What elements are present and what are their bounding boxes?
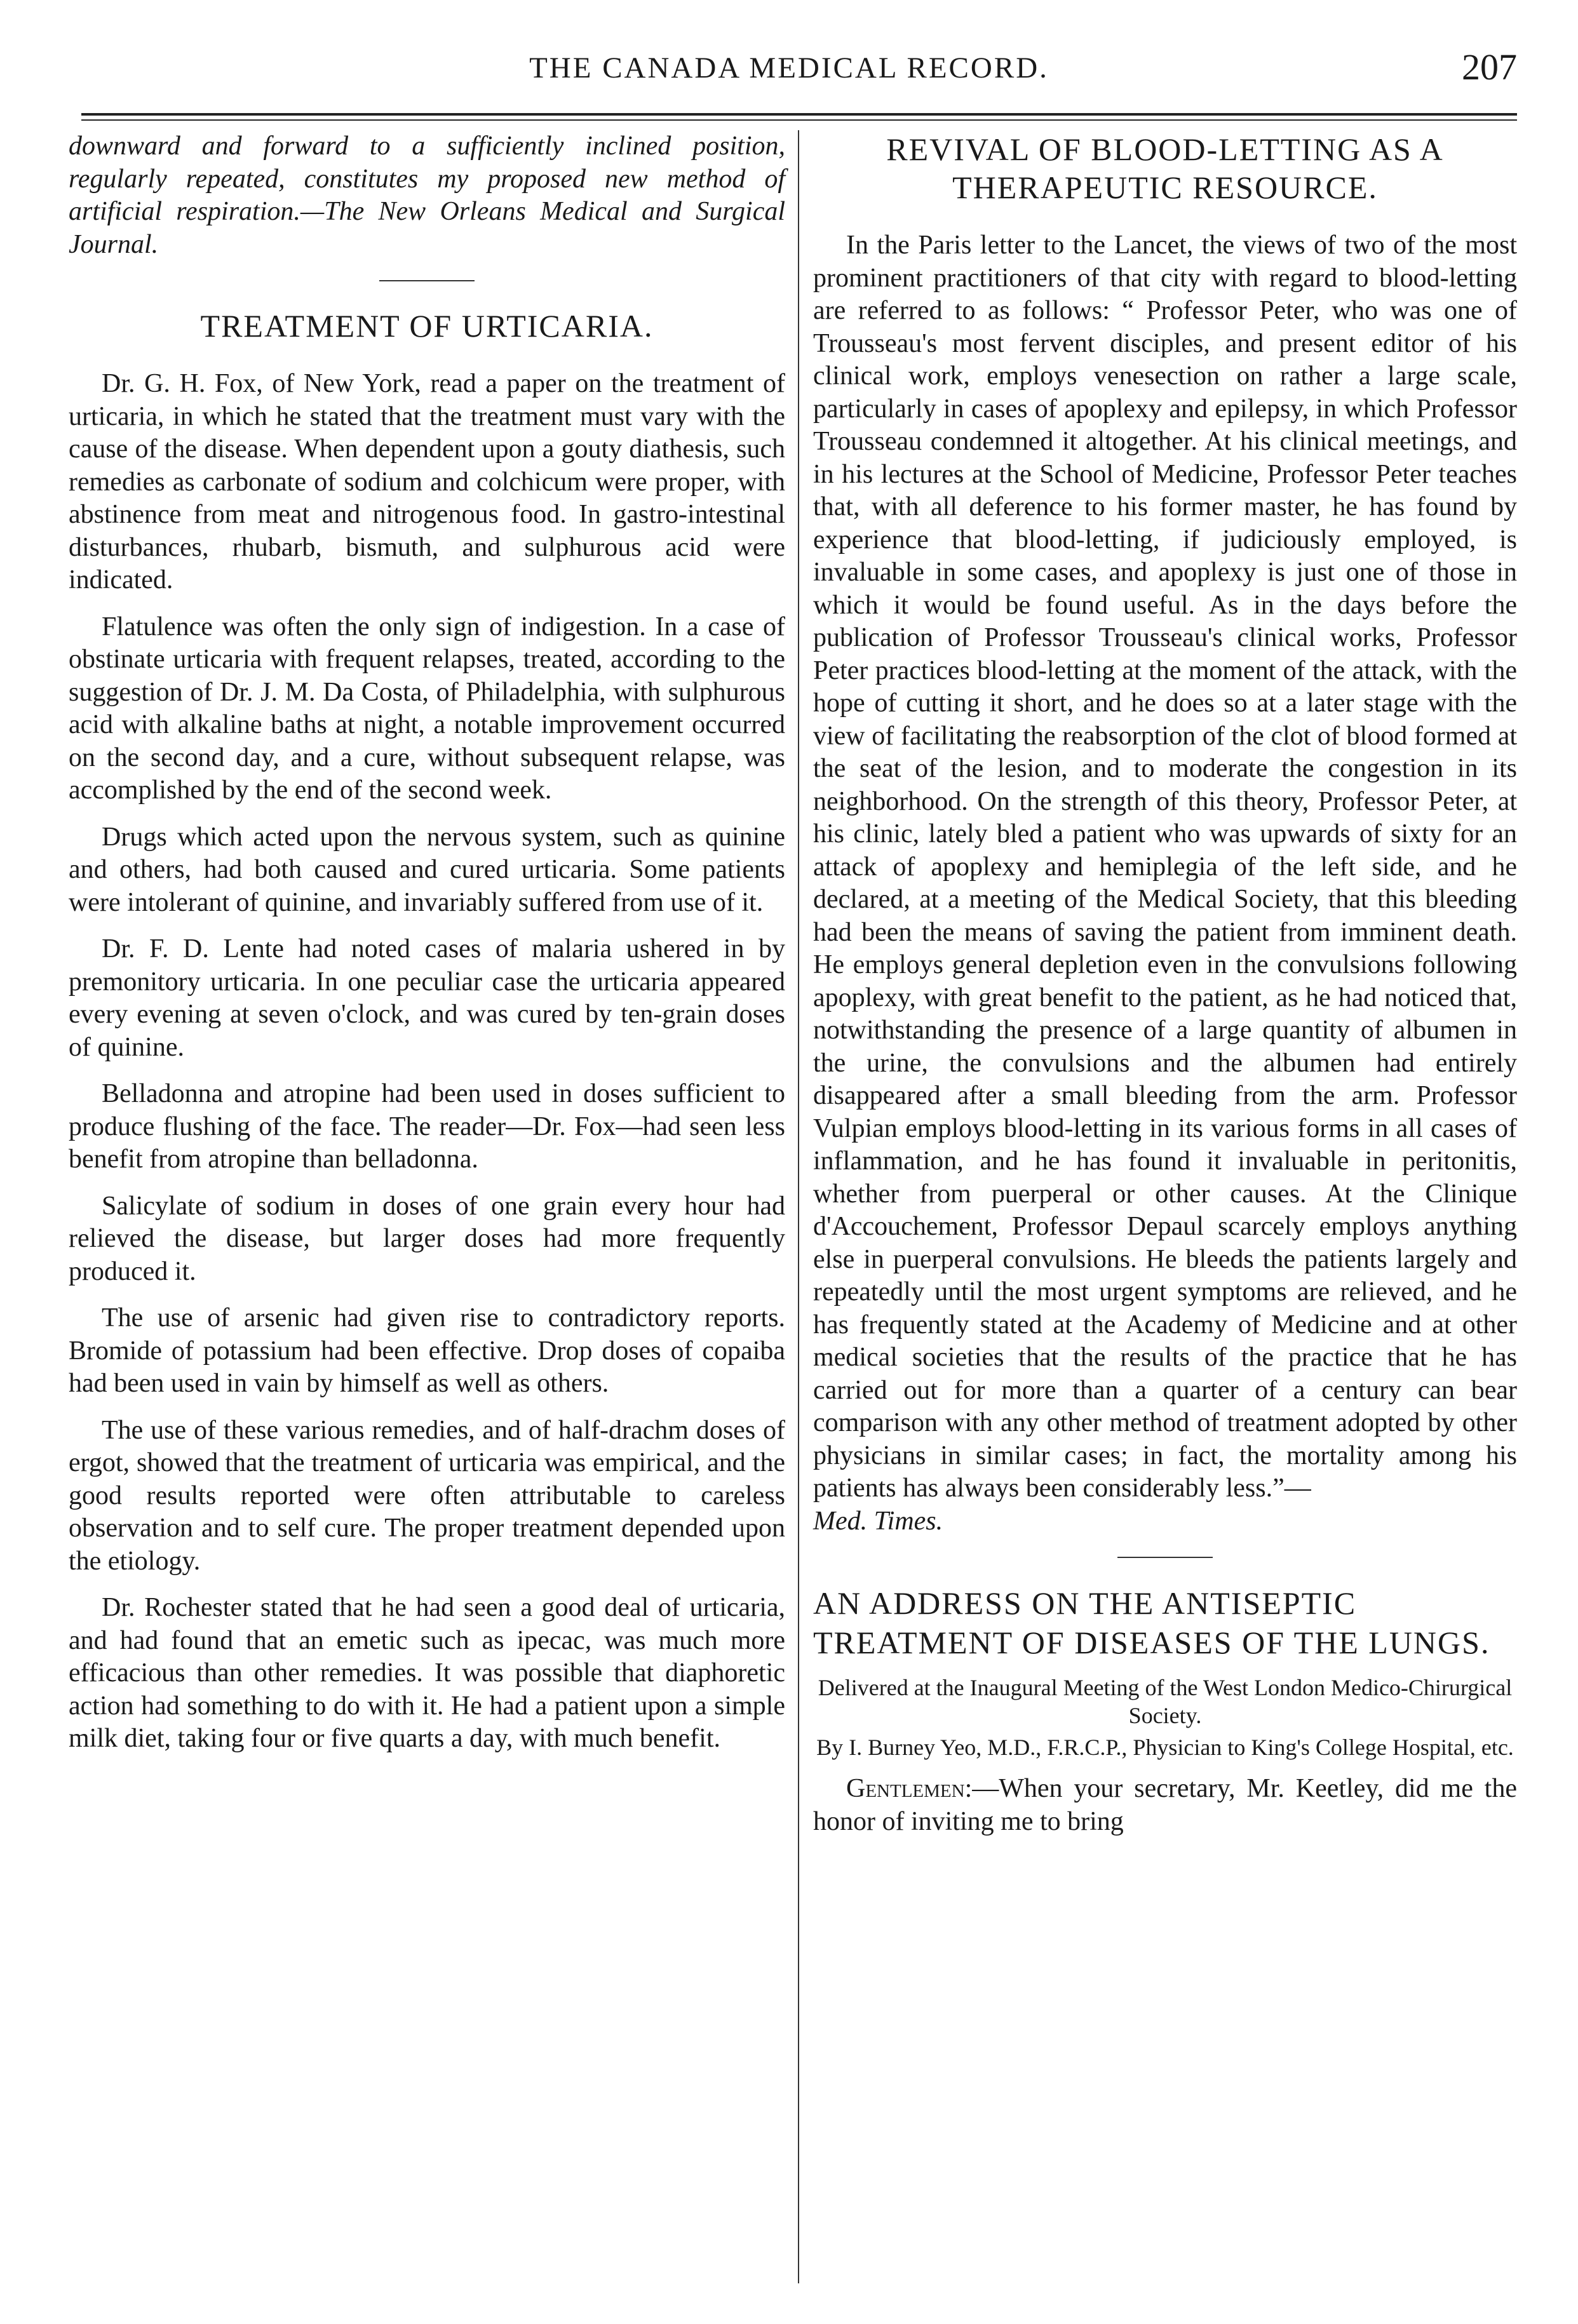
paragraph: Dr. F. D. Lente had noted cases of malaria ushered in by premonitory urticaria. In one peculiar case the urticaria appeared every evening at seven o'clock, and was cured by ten-grain doses of quinine. xyxy=(69,934,785,1062)
paragraph-text: In the Paris letter to the Lancet, the views of two of the most prominent practitioners of that city with regard to blood-letting are referred to as follows: “ Professor Peter, who was one of Trousseau's most fervent disciples, and present editor of his clinical work, employs venesection on rather a large scale, particularly in cases of apoplexy and epilepsy, in which Professor Trousseau condemned it altogether. At his clinical meetings, and in his lectures at the School of Medicine, Professor Peter teaches that, with all deference to his former master, he has found by experience that blood-letting, if judiciously employed, is invaluable in some cases, and apoplexy is just one of those in which it would be found useful. As in the days before the publication of Professor Trousseau's clinical works, Professor Peter practices blood-letting at the moment of the attack, with the hope of cutting it short, and he does so at a later stage with the view of facilitating the reabsorption of the clot of blood formed at the seat of the lesion, and to moderate the congestion in its neighborhood. On the strength of this theory, Professor Peter, at his clinic, lately bled a patient who was upwards of sixty for an attack of apoplexy and hemiplegia of the left side, and he declared, at a meeting of the Medical Society, that this bleeding had been the means of saving the patient from imminent death. He employs general depletion even in the convulsions following apoplexy, with great benefit to the patient, as he had noticed that, notwithstanding the presence of a large quantity of albumen in the urine, the convulsions and the albumen had entirely disappeared after a small bleeding from the arm. Professor Vulpian employs blood-letting in its various forms in all cases of inflammation, and he has found it invaluable in peritonitis, whether from puerperal or other causes. At the Clinique d'Accouchement, Professor Depaul scarcely employs anything else in puerperal convulsions. He bleeds the patients largely and repeatedly until the most urgent symptoms are relieved, and he has frequently stated at the Academy of Medicine and at other medical societies that the results of the practice that he has carried out for more than a quarter of a century can bear comparison with any other method of treatment adopted by other physicians in similar cases; in fact, the mortality among his patients has always been considerably less.”— xyxy=(813,231,1517,1503)
paragraph: Belladonna and atropine had been used in doses sufficient to produce flushing of the face. The reader—Dr. Fox—had seen less benefit from atropine than belladonna. xyxy=(69,1079,785,1174)
page-number: 207 xyxy=(1462,46,1517,88)
column-divider xyxy=(798,130,799,2283)
paragraph: Flatulence was often the only sign of indigestion. In a case of obstinate urticaria with frequent relapses, treated, according to the suggestion of Dr. J. M. Da Costa, of Philadelphia, with sulphurous acid with alkaline baths at night, a notable improvement occurred on the second day, and a cure, without subsequent relapse, was accomplished by the end of the second week. xyxy=(69,612,785,805)
salutation: Gentlemen xyxy=(846,1774,965,1803)
section-separator xyxy=(379,280,475,281)
continued-text: downward and forward to a sufficiently inclined position, regularly repeated, constitutes my proposed new method of artificial respiration.—The New Orleans Medical and Surgical Journal. xyxy=(69,131,785,259)
source-citation: Med. Times. xyxy=(813,1506,943,1536)
header-rule-thin xyxy=(81,119,1517,121)
delivery-note: Delivered at the Inaugural Meeting of the West London Medico-Chirurgical Society. xyxy=(818,1675,1513,1728)
right-column xyxy=(813,130,1517,1852)
paragraph-text: :—When your secretary, Mr. Keetley, did me the honor of inviting me to bring xyxy=(813,1774,1517,1836)
paragraph: Dr. Rochester stated that he had seen a good deal of urticaria, and had found that an emetic such as ipecac, was much more efficacious than other remedies. It was possible that diaphoretic action had something to do with it. He had a patient upon a simple milk diet, taking four or five quarts a day, with much benefit. xyxy=(69,1593,785,1753)
section-separator xyxy=(1117,1557,1213,1558)
header-rule xyxy=(81,113,1517,116)
article-heading-blood-letting: REVIVAL OF BLOOD-LETTING AS A THERAPEUTIC RESOURCE. xyxy=(886,131,1444,205)
running-header xyxy=(0,44,1578,95)
paragraph xyxy=(813,229,1517,1538)
paragraph xyxy=(813,1773,1517,1838)
paragraph: The use of these various remedies, and of half-drachm doses of ergot, showed that the treatment of urticaria was empirical, and the good results reported were often attributable to careless observation and to self cure. The proper treatment depended upon the etiology. xyxy=(69,1415,785,1576)
paragraph: The use of arsenic had given rise to contradictory reports. Bromide of potassium had been effective. Drop doses of copaiba had been used in vain by himself as well as others. xyxy=(69,1303,785,1398)
paragraph: Salicylate of sodium in doses of one grain every hour had relieved the disease, but larger doses had more frequently produced it. xyxy=(69,1191,785,1286)
paragraph: Dr. G. H. Fox, of New York, read a paper on the treatment of urticaria, in which he stated that the treatment must vary with the cause of the disease. When dependent upon a gouty diathesis, such remedies as carbonate of sodium and colchicum were proper, with abstinence from meat and nitrogenous food. In gastro-intestinal disturbances, rhubarb, bismuth, and sulphurous acid were indicated. xyxy=(69,369,785,594)
article-heading-antiseptic: AN ADDRESS ON THE ANTISEPTIC TREATMENT OF DISEASES OF THE LUNGS. xyxy=(813,1585,1490,1660)
article-heading-urticaria: TREATMENT OF URTICARIA. xyxy=(200,308,654,344)
paragraph: Drugs which acted upon the nervous system, such as quinine and others, had both caused and cured urticaria. Some patients were intolerant of quinine, and invariably suffered from use of it. xyxy=(69,822,785,917)
journal-title: THE CANADA MEDICAL RECORD. xyxy=(529,51,1049,84)
author-note: By I. Burney Yeo, M.D., F.R.C.P., Physician to King's College Hospital, etc. xyxy=(816,1735,1514,1760)
left-column xyxy=(69,130,785,1770)
